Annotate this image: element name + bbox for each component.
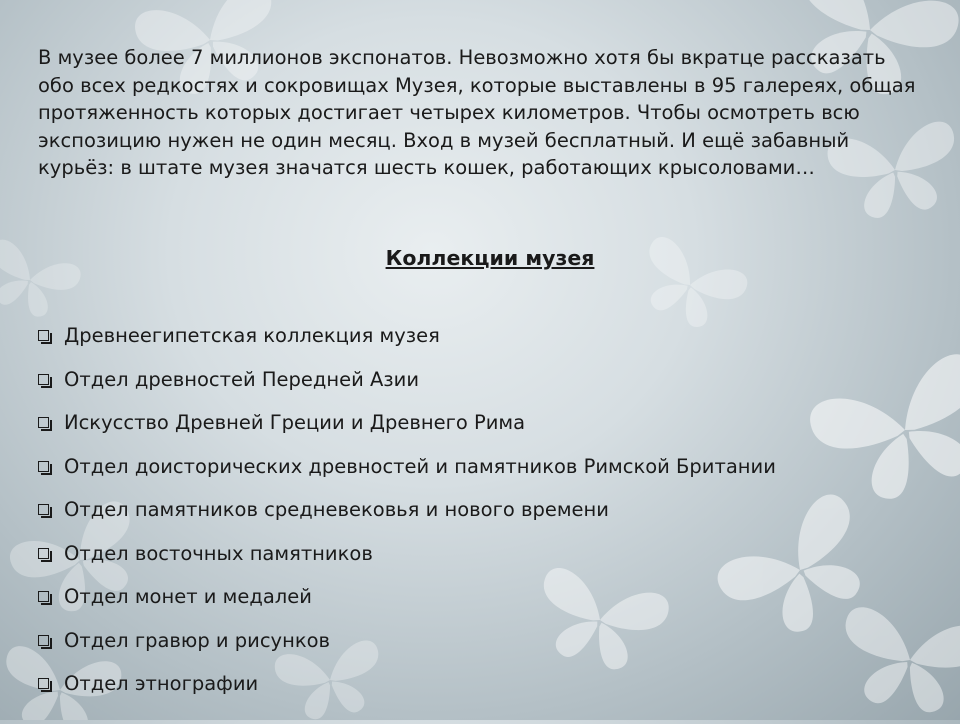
list-item — [38, 662, 776, 706]
list-item — [38, 445, 776, 489]
checkbox-bullet-icon — [38, 504, 49, 515]
list-item — [38, 488, 776, 532]
checkbox-bullet-icon — [38, 635, 49, 646]
list-item-label: Отдел гравюр и рисунков — [64, 628, 331, 652]
checkbox-bullet-icon — [38, 417, 49, 428]
list-item-label: Отдел этнографии — [64, 672, 259, 696]
list-item-label: Отдел монет и медалей — [64, 585, 312, 609]
list-item — [38, 575, 776, 619]
list-item-label: Отдел древностей Передней Азии — [64, 367, 420, 391]
list-item — [38, 314, 776, 358]
checkbox-bullet-icon — [38, 548, 49, 559]
list-item — [38, 401, 776, 445]
checkbox-bullet-icon — [38, 591, 49, 602]
list-item — [38, 619, 776, 663]
checkbox-bullet-icon — [38, 374, 49, 385]
list-item-label: Древнеегипетская коллекция музея — [64, 324, 440, 348]
checkbox-bullet-icon — [38, 461, 49, 472]
list-item-label: Искусство Древней Греции и Древнего Рима — [64, 411, 526, 435]
checkbox-bullet-icon — [38, 330, 49, 341]
collections-heading: Коллекции музея — [385, 246, 595, 270]
list-item-label: Отдел доисторических древностей и памятников Римской Британии — [64, 454, 776, 478]
list-item-label: Отдел памятников средневековья и нового времени — [64, 498, 609, 522]
list-item-label: Отдел восточных памятников — [64, 541, 373, 565]
intro-paragraph: В музее более 7 миллионов экспонатов. Невозможно хотя бы вкратце рассказать обо всех редкостях и сокровищах Музея, которые выставлены в 95 галереях, общая протяженность которых достигает четырех километров. Чтобы осмотреть всю экспозицию нужен не один месяц. Вход в музей бесплатный. И ещё забавный курьёз: в штате музея значатся шесть кошек, работающих крысоловами… — [38, 46, 916, 179]
checkbox-bullet-icon — [38, 678, 49, 689]
list-item — [38, 358, 776, 402]
list-item — [38, 532, 776, 576]
collections-list — [38, 314, 776, 706]
